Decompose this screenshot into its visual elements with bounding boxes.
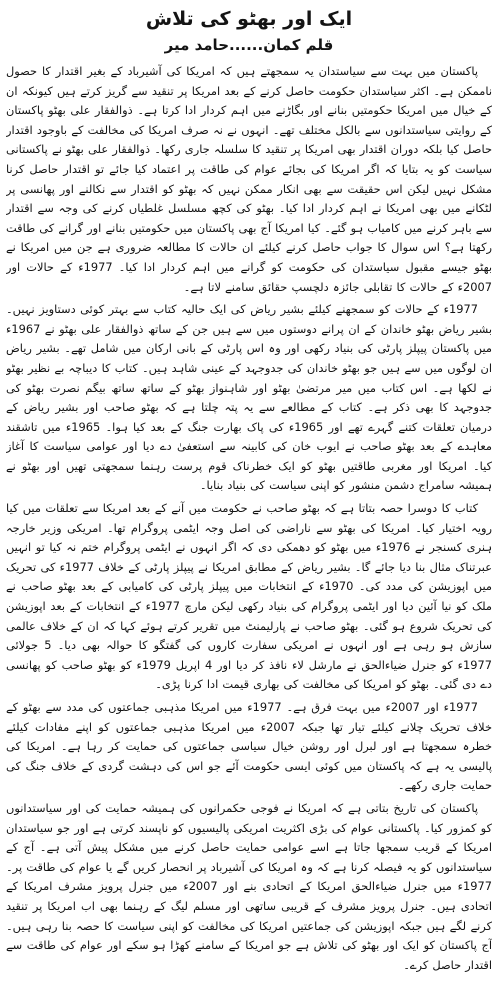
article-paragraph: 1977ء اور 2007ء میں بہت فرق ہے۔ 1977ء میں امریکا مذہبی جماعتوں کی مدد سے بھٹو کے خلاف تحریک چلانے کیلئے تیار تھا جبکہ 2007ء میں امریکا مذہبی جماعتوں کو اپنے مفادات کیلئے خطرہ سمجھتا ہے اور لبرل اور روشن خیال سیاسی جماعتوں کی حمایت کر رہا ہے۔ امریکا کی پالیسی یہ ہے کہ پاکستان میں کوئی ایسی حکومت آئے جو اس کی دہشت گردی کے خلاف جنگ کی حمایت جاری رکھے۔	[6, 700, 492, 793]
article-title: ایک اور بھٹو کی تلاش	[145, 8, 353, 30]
article-paragraph: پاکستان میں بہت سے سیاستدان یہ سمجھتے ہیں کہ امریکا کی آشیرباد کے بغیر اقتدار کا حصول ناممکن ہے۔ اکثر سیاستدان حکومت حاصل کرنے کے بعد امریکا پر تنقید سے گریز کرتے ہیں کیونکہ ان کے خیال میں امریکا حکومتیں بنانے اور بگاڑنے میں اہم کردار ادا کرتا ہے۔ ذوالفقار علی بھٹو پاکستان کے روایتی سیاستدانوں سے بالکل مختلف تھے۔ انہوں نے نہ صرف امریکا کی مخالفت کے باوجود اقتدار حاصل کیا بلکہ دوران اقتدار بھی امریکا پر تنقید کا سلسلہ جاری رکھا۔ ذوالفقار علی بھٹو نے پاکستانی سیاست کو یہ بتایا کہ اگر امریکا کی بجائے عوام کی طاقت پر اعتماد کیا جائے تو اقتدار حاصل کرنا مشکل نہیں لیکن اس حقیقت سے بھی انکار ممکن نہیں کہ بھٹو کو اقتدار سے نکالنے اور پھانسی پر لٹکانے میں بھی امریکا نے اہم کردار ادا کیا۔ بھٹو کی کچھ مسلسل غلطیاں کرنے کی وجہ سے اقتدار سے باہر کرنے میں کامیاب ہو گئے۔ کیا امریکا آج بھی پاکستان میں حکومتیں بنانے اور گرانے کی طاقت رکھتا ہے؟ اس سوال کا جواب حاصل کرنے کیلئے ان حالات کا مطالعہ ضروری ہے جن میں امریکا نے بھٹو جیسے مقبول سیاستدان کی حکومت کو گرانے میں اہم کردار ادا کیا۔ 1977ء کے حالات اور 2007ء کے حالات کا تقابلی جائزہ دلچسپ حقائق سامنے لاتا ہے۔	[6, 64, 492, 294]
article-byline	[6, 34, 492, 56]
article-paragraph: کتاب کا دوسرا حصہ بتاتا ہے کہ بھٹو صاحب نے حکومت میں آنے کے بعد امریکا سے تعلقات میں کیا رویہ اختیار کیا۔ امریکا کی بھٹو سے ناراضی کی اصل وجہ ایٹمی پروگرام تھا۔ امریکی وزیر خارجہ ہنری کسنجر نے 1976ء میں بھٹو کو دھمکی دی کہ اگر انہوں نے ایٹمی پروگرام ختم نہ کیا تو انہیں عبرتناک مثال بنا دیا جائے گا۔ بشیر ریاض کے مطابق امریکا نے پیپلز پارٹی کے خلاف 1977ء کی تحریک میں اپوزیشن کی مدد کی۔ 1970ء کے انتخابات میں پیپلز پارٹی کی کامیابی کے بعد بھٹو صاحب نے ملک کو نیا آئین دیا اور ایٹمی پروگرام کی بنیاد رکھی لیکن مارچ 1977ء کے انتخابات کے بعد اپوزیشن کی تحریک شروع ہو گئی۔ بھٹو صاحب نے پارلیمنٹ میں تقریر کرتے ہوئے کہا کہ ان کے خلاف عالمی سازش ہو رہی ہے اور انہوں نے امریکی سفارت کاروں کی گفتگو کا حوالہ بھی دیا۔ 5 جولائی 1977ء کو جنرل ضیاءالحق نے مارشل لاء نافذ کر دیا اور 4 اپریل 1979ء کو بھٹو صاحب کو پھانسی دے دی گئی۔ بھٹو کو امریکا کی مخالفت کی بھاری قیمت ادا کرنا پڑی۔	[6, 501, 492, 692]
author-name: حامد میر	[164, 36, 229, 54]
article-paragraph: 1977ء کے حالات کو سمجھنے کیلئے بشیر ریاض کی ایک حالیہ کتاب سے بہتر کوئی دستاویز نہیں۔ بشیر ریاض بھٹو خاندان کے ان پرانے دوستوں میں سے ہیں جن کے ساتھ ذوالفقار علی بھٹو نے 1967ء میں پاکستان پیپلز پارٹی کی بنیاد رکھی اور وہ اس پارٹی کے بانی ارکان میں شامل تھے۔ بشیر ریاض ان لوگوں میں سے ہیں جو بھٹو خاندان کی جدوجہد کے عینی شاہد ہیں۔ کتاب کا دیباچہ بے نظیر بھٹو نے لکھا ہے۔ اس کتاب میں میر مرتضیٰ بھٹو اور شاہنواز بھٹو کے ساتھ ساتھ بیگم نصرت بھٹو کی جدوجہد کا بھی ذکر ہے۔ کتاب کے مطالعے سے یہ پتہ چلتا ہے کہ بھٹو صاحب اور بشیر ریاض کے درمیان تعلقات کتنے گہرے تھے اور 1965ء کی پاک بھارت جنگ کے بعد کیا ہوا۔ 1965ء میں تاشقند معاہدے کے بعد بھٹو صاحب نے ایوب خان کی کابینہ سے استعفیٰ دے دیا اور عوامی سیاست کا آغاز کیا۔ امریکا اور مغربی طاقتیں بھٹو کو ایک خطرناک قوم پرست رہنما سمجھتی تھیں اور بھٹو نے ہمیشہ سامراج دشمن منشور کو اپنی سیاست کی بنیاد بنایا۔	[6, 302, 492, 493]
article-paragraph: پاکستان کی تاریخ بتاتی ہے کہ امریکا نے فوجی حکمرانوں کی ہمیشہ حمایت کی اور سیاستدانوں کو کمزور کیا۔ پاکستانی عوام کی بڑی اکثریت امریکی پالیسیوں کو ناپسند کرتی ہے اور جو سیاستدان امریکا کے قریب سمجھا جاتا ہے اسے عوامی حمایت حاصل کرنے میں مشکل پیش آتی ہے۔ آج کے سیاستدانوں کو یہ فیصلہ کرنا ہے کہ وہ امریکا کی آشیرباد پر انحصار کریں گے یا عوام کی طاقت پر۔ 1977ء میں جنرل ضیاءالحق امریکا کے اتحادی بنے اور 2007ء میں جنرل پرویز مشرف امریکا کے اتحادی ہیں۔ جنرل پرویز مشرف کے قریبی ساتھی اور مسلم لیگ کے رہنما بھی اب امریکا پر تنقید کرنے لگے ہیں جبکہ اپوزیشن کی جماعتیں امریکا کی مخالفت کو اپنی سیاست کا حصہ بنا رہی ہیں۔ آج پاکستان کو ایک اور بھٹو کی تلاش ہے جو امریکا کے سامنے کھڑا ہو سکے اور عوام کی طاقت سے اقتدار حاصل کرے۔	[6, 800, 492, 972]
article	[6, 0, 492, 984]
column-name: قلم کمان	[263, 36, 334, 54]
byline-separator: ......	[229, 36, 264, 54]
